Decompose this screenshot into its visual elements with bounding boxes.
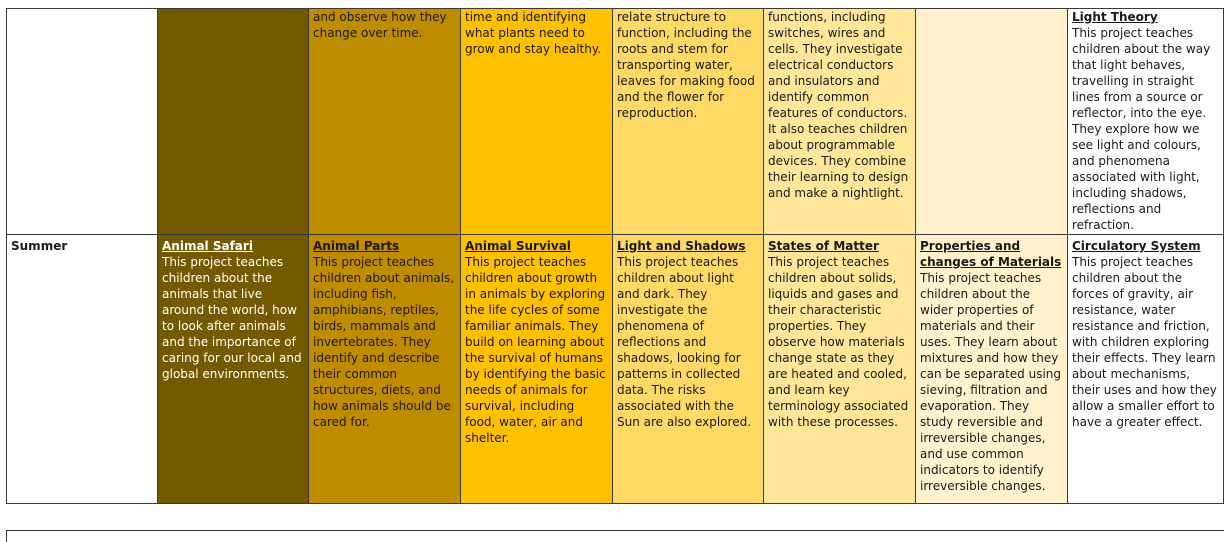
project-description: This project teaches children about the animals that live around the world, how to look after animals and the importance of caring for our local and global environments.	[162, 255, 302, 381]
project-title: Animal Parts	[313, 239, 400, 253]
project-title: Light and Shadows	[617, 239, 746, 253]
project-description: This project teaches children about growth in animals by exploring the life cycles of some familiar animals. They build on learning about the survival of humans by identifying the basic needs of animals for survival, including food, water, air and shelter.	[465, 255, 606, 445]
project-title: Animal Survival	[465, 239, 571, 253]
project-description: This project teaches children about solids, liquids and gases and their characteristic properties. They observe how materials change state as they are heated and cooled, and learn key terminology associated with these processes.	[768, 255, 909, 429]
term-label-cell	[7, 235, 158, 504]
curriculum-table	[6, 8, 1224, 504]
year-cell	[158, 235, 309, 504]
table-row	[7, 235, 1224, 504]
project-title: States of Matter	[768, 239, 879, 253]
project-description: time and identifying what plants need to grow and stay healthy.	[465, 10, 602, 56]
project-title: Light Theory	[1072, 10, 1158, 24]
year-cell	[764, 235, 916, 504]
term-label: Summer	[11, 239, 68, 253]
project-title: Circulatory System	[1072, 239, 1201, 253]
project-title: Properties and changes of Materials	[920, 239, 1062, 269]
year-cell	[158, 9, 309, 235]
year-cell	[1068, 235, 1224, 504]
project-description: This project teaches children about animals, including fish, amphibians, reptiles, birds, mammals and invertebrates. They identify and describe their common structures, diets, and how animals should be cared for.	[313, 255, 455, 429]
year-cell	[764, 9, 916, 235]
table-row	[7, 9, 1224, 235]
year-cell	[613, 235, 764, 504]
year-cell	[461, 235, 613, 504]
year-cell	[1068, 9, 1224, 235]
year-cell	[916, 235, 1068, 504]
project-title: Animal Safari	[162, 239, 253, 253]
year-cell	[309, 9, 461, 235]
term-label-cell	[7, 9, 158, 235]
table-left-border	[6, 530, 7, 542]
project-description: relate structure to function, including the roots and stem for transporting water, leaves for making food and the flower for reproduction.	[617, 10, 755, 120]
project-description: This project teaches children about the wider properties of materials and their uses. They learn about mixtures and how they can be separated using sieving, filtration and evaporation. They study reversible and irreversible changes, and use common indicators to identify irreversible changes.	[920, 271, 1062, 493]
table-bottom-border	[6, 530, 1224, 531]
year-cell	[916, 9, 1068, 235]
project-description: This project teaches children about the way that light behaves, travelling in straight lines from a source or reflector, into the eye. They explore how we see light and colours, and phenomena associated with light, including shadows, reflections and refraction.	[1072, 26, 1211, 232]
project-description: and observe how they change over time.	[313, 10, 447, 40]
year-cell	[461, 9, 613, 235]
project-description: This project teaches children about light and dark. They investigate the phenomena of reflections and shadows, looking for patterns in collected data. The risks associated with the Sun are also explored.	[617, 255, 752, 429]
project-description: This project teaches children about the forces of gravity, air resistance, water resistance and friction, with children exploring their effects. They learn about mechanisms, their uses and how they allow a smaller effort to have a greater effect.	[1072, 255, 1217, 429]
year-cell	[613, 9, 764, 235]
project-description: functions, including switches, wires and cells. They investigate electrical conductors and insulators and identify common features of conductors. It also teaches children about programmable devices. They combine their learning to design and make a nightlight.	[768, 10, 909, 200]
year-cell	[309, 235, 461, 504]
